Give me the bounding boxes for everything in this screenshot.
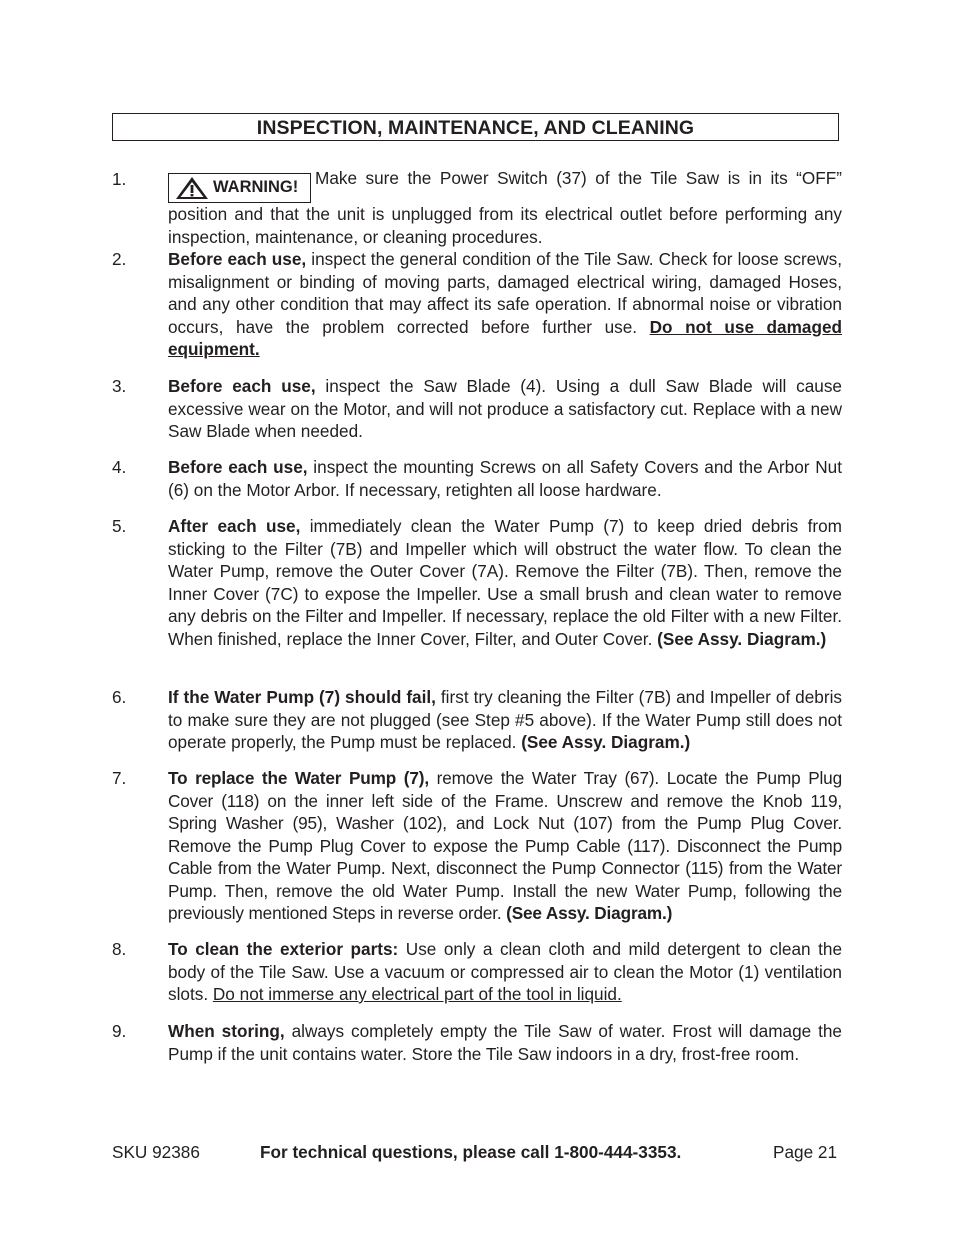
item-number: 6. [112, 687, 127, 707]
item-lead: After each use, [168, 516, 301, 536]
item-text: first try cleaning the Filter (7B) and Impeller of debris to make sure they are not plugged (see Step #5 above). If the Water Pump still does not operate properly, the Pump must be replaced. [168, 687, 842, 752]
list-item [112, 167, 842, 248]
item-number: 1. [112, 169, 127, 189]
item-text: inspect the general condition of the Tile Saw. Check for loose screws, misalignment or binding of moving parts, damaged electrical wiring, damaged Hoses, and any other condition that may affect its safe operation. If abnormal noise or vibration occurs, have the problem corrected before further use. [168, 249, 843, 337]
item-number: 9. [112, 1021, 127, 1041]
item-number: 2. [112, 249, 127, 269]
warning-triangle-icon [175, 176, 209, 200]
warning-label: WARNING! [213, 178, 299, 196]
item-lead: To clean the exterior parts: [168, 939, 399, 959]
item-lead: If the Water Pump (7) should fail, [168, 687, 436, 707]
list-item [112, 767, 842, 925]
item-number: 3. [112, 376, 127, 396]
item-text: inspect the Saw Blade (4). Using a dull Saw Blade will cause excessive wear on the Motor, and will not produce a satisfactory cut. Replace with a new Saw Blade when needed. [168, 376, 842, 441]
item-reference: (See Assy. Diagram.) [506, 903, 673, 923]
item-lead: Before each use, [168, 376, 316, 396]
list-item [112, 248, 842, 361]
item-reference: (See Assy. Diagram.) [657, 628, 827, 649]
list-item [112, 938, 842, 1006]
item-warning-underlined: Do not immerse any electrical part of the tool in liquid. [212, 984, 622, 1004]
list-item [112, 515, 842, 650]
item-text: always completely empty the Tile Saw of water. Frost will damage the Pump if the unit contains water. Store the Tile Saw indoors in a dry, frost-free room. [168, 1021, 842, 1064]
list-item [112, 375, 842, 443]
item-text: immediately clean the Water Pump (7) to keep dried debris from sticking to the Filter (7B) and Impeller which will obstruct the water flow. To clean the Water Pump, remove the Outer Cover (7A). Remove the Filter (7B). Then, remove the Inner Cover (7C) to expose the Impeller. Use a small brush and clean water to remove any debris on the Filter and Impeller. If necessary, replace the old Filter with a new Filter. When finished, replace the Inner Cover, Filter, and Outer Cover. [168, 516, 842, 649]
item-lead: When storing, [168, 1021, 285, 1041]
item-number: 8. [112, 939, 127, 959]
list-item [112, 686, 842, 754]
footer-page-number: Page 21 [773, 1142, 838, 1162]
item-number: 4. [112, 457, 127, 477]
footer-sku: SKU 92386 [112, 1142, 200, 1162]
item-emphasis: Do not use damaged equipment. [168, 316, 843, 359]
footer-tech-support: For technical questions, please call 1-800-444-3353. [260, 1142, 682, 1162]
item-number: 5. [112, 516, 127, 536]
item-text: remove the Water Tray (67). Locate the Pump Plug Cover (118) on the inner left side of the Frame. Unscrew and remove the Knob 119, Spring Washer (95), Washer (102), and Lock Nut (107) from the Pump Plug Cover. Remove the Pump Plug Cover to expose the Pump Cable (117). Disconnect the Pump Cable from the Water Pump. Next, disconnect the Pump Connector (115) from the Water Pump. Then, remove the old Water Pump. Install the new Water Pump, following the previously mentioned Steps in reverse order. [168, 768, 842, 923]
item-text: Use only a clean cloth and mild detergent to clean the body of the Tile Saw. Use a vacuum or compressed air to clean the Motor (1) ventilation slots. [168, 939, 842, 1004]
item-lead: To replace the Water Pump (7), [168, 768, 429, 788]
item-text: Make sure the Power Switch (37) of the Tile Saw is in its “OFF” position and that the unit is unplugged from its electrical outlet before performing any inspection, maintenance, or cleaning procedures. [168, 168, 842, 247]
list-item [112, 456, 842, 501]
item-text: inspect the mounting Screws on all Safety Covers and the Arbor Nut (6) on the Motor Arbor. If necessary, retighten all loose hardware. [168, 457, 842, 500]
item-reference: (See Assy. Diagram.) [521, 732, 691, 752]
item-number: 7. [112, 768, 127, 788]
item-lead: Before each use, [168, 457, 308, 477]
list-item [112, 1020, 842, 1065]
warning-badge [168, 173, 311, 203]
item-lead: Before each use, [168, 249, 307, 269]
section-title: INSPECTION, MAINTENANCE, AND CLEANING [112, 113, 839, 141]
